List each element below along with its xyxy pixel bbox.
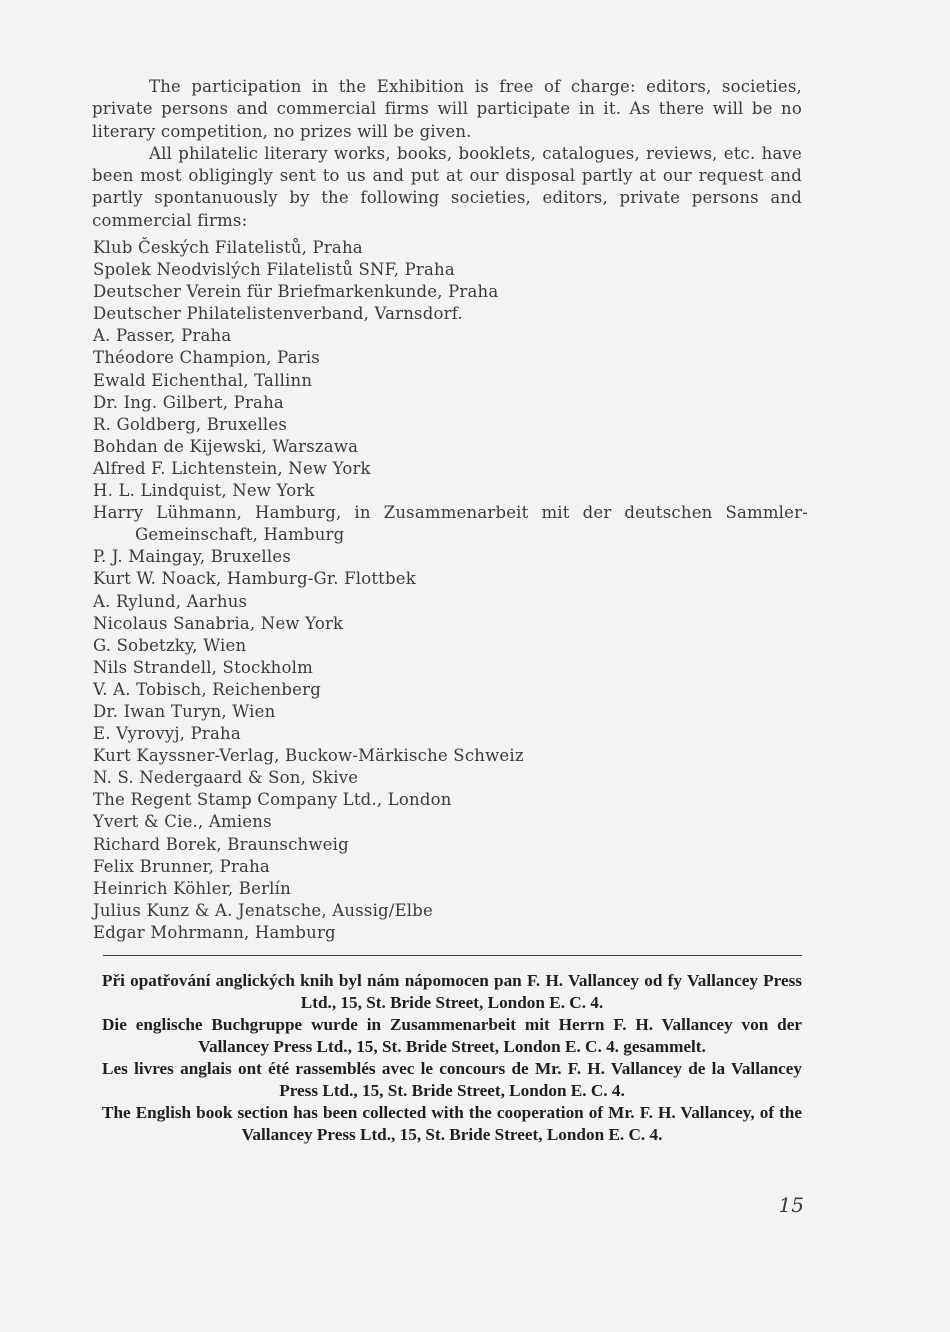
list-item: Richard Borek, Braunschweig	[93, 834, 349, 854]
intro-paragraph-participation: The participation in the Exhibition is free of charge: editors, societies, private persons and commercial firms will participate in it. As there will be no literary competition, no prizes will be given.	[92, 77, 802, 141]
list-item: R. Goldberg, Bruxelles	[93, 414, 288, 434]
note-german: Die englische Buchgruppe wurde in Zusammenarbeit mit Herrn F. H. Vallancey von der Vallancey Press Ltd., 15, St. Bride Street, London E. C. 4. gesammelt.	[102, 1015, 802, 1056]
note-czech: Při opatřování anglických knih byl nám nápomocen pan F. H. Vallancey od fy Vallancey Press Ltd., 15, St. Bride Street, London E. C. 4.	[102, 971, 802, 1012]
list-item: Kurt W. Noack, Hamburg-Gr. Flottbek	[93, 569, 416, 589]
page-number: 15	[778, 1193, 804, 1217]
list-item: A. Passer, Praha	[93, 326, 232, 346]
list-item: The Regent Stamp Company Ltd., London	[93, 790, 452, 810]
list-item: Klub Českých Filatelistů, Praha	[93, 238, 363, 257]
list-item: Yvert & Cie., Amiens	[93, 812, 272, 832]
list-item: Deutscher Verein für Briefmarkenkunde, Praha	[93, 282, 499, 302]
list-item: Kurt Kayssner-Verlag, Buckow-Märkische Schweiz	[93, 746, 524, 766]
list-item: Dr. Iwan Turyn, Wien	[93, 701, 276, 721]
list-item: Julius Kunz & A. Jenatsche, Aussig/Elbe	[93, 900, 434, 920]
list-item: Bohdan de Kijewski, Warszawa	[93, 436, 359, 456]
list-item: Harry Lühmann, Hamburg, in Zusammenarbeit mit der deutschen Sammler-Gemeinschaft, Hamburg	[93, 503, 808, 545]
intro-text	[92, 76, 802, 232]
list-item: Deutscher Philatelistenverband, Varnsdorf.	[93, 304, 463, 324]
list-item: V. A. Tobisch, Reichenberg	[93, 679, 321, 699]
list-item: Nicolaus Sanabria, New York	[93, 613, 344, 633]
acknowledgement-note	[102, 970, 802, 1146]
list-item: Heinrich Köhler, Berlín	[93, 878, 291, 898]
intro-paragraph-contributors: All philatelic literary works, books, booklets, catalogues, reviews, etc. have been most obligingly sent to us and put at our disposal partly at our request and partly spontanuously by the following societies, editors, private persons and commercial firms:	[92, 143, 802, 230]
list-item: Ewald Eichenthal, Tallinn	[93, 370, 313, 390]
contributor-list	[93, 237, 808, 944]
list-item: A. Rylund, Aarhus	[93, 591, 248, 611]
list-item: Théodore Champion, Paris	[93, 348, 320, 368]
list-item: P. J. Maingay, Bruxelles	[93, 547, 292, 567]
list-item: E. Vyrovyj, Praha	[93, 724, 241, 744]
note-english: The English book section has been collected with the cooperation of Mr. F. H. Vallancey, of the Vallancey Press Ltd., 15, St. Bride Street, London E. C. 4.	[102, 1103, 802, 1144]
list-item: Alfred F. Lichtenstein, New York	[93, 458, 371, 478]
list-item: Nils Strandell, Stockholm	[93, 657, 313, 677]
list-item: N. S. Nedergaard & Son, Skive	[93, 768, 359, 788]
note-french: Les livres anglais ont été rassemblés avec le concours de Mr. F. H. Vallancey de la Vallancey Press Ltd., 15, St. Bride Street, London E. C. 4.	[102, 1059, 802, 1100]
list-item: G. Sobetzky, Wien	[93, 635, 247, 655]
list-item: H. L. Lindquist, New York	[93, 481, 315, 501]
list-item: Dr. Ing. Gilbert, Praha	[93, 392, 284, 412]
list-item: Spolek Neodvislých Filatelistů SNF, Praha	[93, 260, 455, 280]
list-item: Felix Brunner, Praha	[93, 856, 270, 876]
section-divider	[103, 955, 802, 956]
list-item: Edgar Mohrmann, Hamburg	[93, 922, 336, 942]
